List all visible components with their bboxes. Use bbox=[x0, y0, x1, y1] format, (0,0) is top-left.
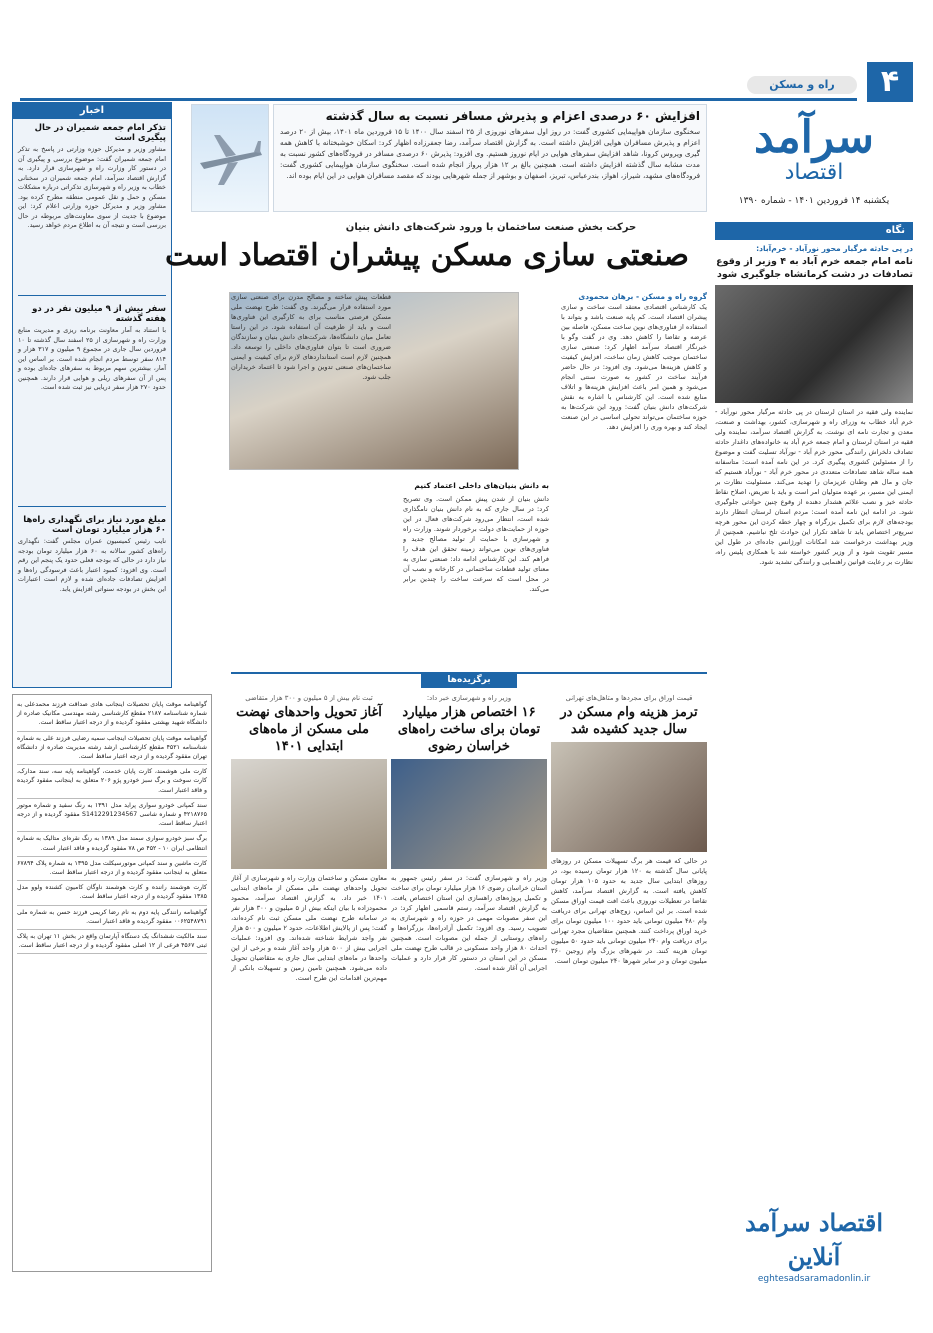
top-story-title: افزایش ۶۰ درصدی اعزام و پذیرش مسافر نسبت به سال گذشته bbox=[325, 109, 700, 123]
negah-title: نامه امام جمعه خرم آباد به ۴ وزیر از وقوع تصادفات در دشت کرمانشاه جلوگیری شود bbox=[716, 256, 913, 280]
featured-story-text: در حالی که قیمت هر برگ تسهیلات مسکن در روزهای پایانی سال گذشته به ۱۲۰ هزار تومان رسیده بود، در روزهای ابتدایی سال جدید به حدود ۱۰۵ هزار تومان کاهش یافته است. به گزارش اقتصاد سرآمد، کاهش تقاضا در تعطیلات نوروزی باعث افت قیمت اوراق مسکن شده است. بر این اساس، زوج‌های تهرانی برای دریافت وام ۴۸۰ میلیون تومانی باید حدود ۱۰۰ میلیون تومان برای خرید اوراق پرداخت کنند. همچنین متقاضیان مجرد تهرانی برای دریافت وام ۲۴۰ میلیون تومانی باید حدود ۵۰ میلیون تومان هزینه کنند. در شهرهای بزرگ وام زوجین ۳۶۰ میلیون تومان و در سایر شهرها ۲۴۰ میلیون تومان است. bbox=[551, 857, 707, 965]
negah-text: نماینده ولی فقیه در استان لرستان در پی حادثه مرگبار محور نورآباد - خرم آباد خطاب به وزرای راه و شهرسازی، کشور، بهداشت و صنعت، معدن و تجارت نامه ای نوشت. به گزارش اقتصاد سرآمد، نماینده ولی فقیه در استان لرستان و امام جمعه خرم آباد به خانواده‌های داغدار حادثه تصادف دلخراش رانندگی محور خرم آباد - نورآباد تسلیت گفت و موضوع را از مسئولین کشوری پیگیری کرد. در این نامه آمده است: متاسفانه همه ساله شاهد تصادفات متعددی در محور خرم آباد - نورآباد هستیم که جان و مال هم وطنان عزیزمان را تهدید می‌کند. مسئولیت نظارت بر ایمنی این مسیر، بر عهده متولیان امر است و باید با تعریض، اصلاح نقاط حادثه خیز و نصب علائم هشدار دهنده از وقوع چنین حوادثی جلوگیری شود. در ادامه این نامه آمده است: مردم استان لرستان انتظار دارند بودجه‌های لازم برای تکمیل بزرگراه و چهار خطه کردن این محور هرچه سریع‌تر اختصاص یابد تا شاهد تکرار این حوادث تلخ نباشیم. همچنین از وزیر بهداشت درخواست شد امکانات اورژانس جاده‌ای در طول این مسیر تقویت شود و از وزیر کشور خواسته شد با همکاری پلیس راه، نظارت بر رعایت قوانین راهنمایی و رانندگی تشدید شود. bbox=[715, 408, 913, 566]
main-story-text: قطعات پیش ساخته و مصالح مدرن برای صنعتی سازی مورد استفاده قرار می‌گیرند. وی گفت: طرح نهضت ملی مسکن فرصتی مناسب برای به کارگیری این فناوری‌ها است و باید از ظرفیت آن استفاده شود. در این راستا تعامل میان دانشگاه‌ها، شرکت‌های دانش بنیان و سازندگان ضروری است تا بتوان فناوری‌های داخلی را توسعه داد. همچنین لازم است استانداردهای لازم برای کیفیت و ایمنی ساختمان‌های صنعتی تدوین و اجرا شود تا اعتماد خریداران جلب شود. bbox=[231, 293, 391, 381]
main-story-byline: گروه راه و مسکن - برهان محمودی bbox=[578, 292, 707, 301]
featured-story bbox=[391, 694, 547, 1272]
page-header bbox=[20, 62, 913, 102]
main-story-column bbox=[231, 292, 391, 660]
negah-heading: نگاه bbox=[715, 222, 913, 240]
featured-story-title: ترمز هزینه وام مسکن در سال جدید کشیده شد bbox=[560, 705, 698, 737]
news-item-text: مشاور وزیر و مدیرکل حوزه وزارتی در پاسخ به تذکر امام جمعه شمیران گفت: موضوع بررسی و پیگیری آن در دستور کار وزارت راه و شهرسازی قرار دارد. به گزارش اقتصاد سرآمد، امام جمعه شمیران در سخنانی خطاب به وزیر راه و شهرسازی تذکراتی درباره مشکلات مسکن و حمل و نقل عمومی منطقه مطرح کرده بود. مشاور وزیر و مدیرکل حوزه وزارتی اعلام کرد: این موضوع با جدیت از سوی معاونت‌های مربوطه در حال بررسی است و نتیجه آن به اطلاع مردم خواهد رسید. bbox=[18, 145, 166, 229]
section-label: راه و مسکن bbox=[747, 76, 857, 94]
website-url[interactable]: eghtesadsaramadonlin.ir bbox=[757, 1274, 871, 1284]
negah-column bbox=[715, 222, 913, 1272]
featured-story-title: ۱۶ اختصاص هزار میلیارد تومان برای ساخت راه‌های خراسان رضوی bbox=[397, 705, 541, 754]
featured-story-title: آغاز تحویل واحدهای نهضت ملی مسکن از ماه‌های ابتدایی ۱۴۰۱ bbox=[236, 705, 382, 754]
classified-ad: کارت ملی هوشمند، کارت پایان خدمت، گواهینامه پایه سه، سند مدارک، کارت سوخت و برگ سبز خودرو پژو ۲۰۶ متعلق به اینجانب مفقود گردیده و فاقد اعتبار است. bbox=[17, 765, 207, 799]
masthead-logo bbox=[715, 108, 913, 196]
featured-story-kicker: ثبت نام بیش از ۵ میلیون و ۳۰۰ هزار متقاضی bbox=[245, 694, 373, 702]
airplane-icon bbox=[192, 105, 268, 211]
top-story-text: سخنگوی سازمان هواپیمایی کشوری گفت: در روز اول سفرهای نوروزی از ۲۵ اسفند سال ۱۴۰۰ تا ۱۵ فروردین ماه ۱۴۰۱، بیش از ۲۰ درصد اعزام و پذیرش مسافران هوایی افزایش داشته است. به گزارش اقتصاد سرآمد، رضا جعفرزاده اظهار کرد: اسکان خوشبختانه با کاهش همه گیری ویروس کرونا، شاهد افزایش سفرهای هوایی در ایام نوروز هستیم. وی افزود: پذیرش ۶۰ درصدی مسافر در فرودگاه‌های کشور نسبت به مدت مشابه سال گذشته افزایش داشته است. همچنین بالغ بر ۱۲ هزار پرواز انجام شده است. سخنگوی سازمان هواپیمایی کشوری گفت: فرودگاه‌های مشهد، شیراز، اهواز، بندرعباس، تبریز، اصفهان و بوشهر از جمله شهرهایی بودند که مقصد مسافران هوایی در این ایام بوده اند. bbox=[280, 127, 700, 180]
main-story-text: یک کارشناس اقتصادی معتقد است ساخت و سازی پیشران اقتصاد است. کم پایه صنعت باشد و بتواند با استفاده از فناوری‌های نوین ساخت مسکن، فاصله بین عرضه و تقاضا را کاهش دهد. وی در گفت وگو با خبرنگار اقتصاد سرآمد اظهار کرد: صنعتی سازی ساختمان موجب کاهش زمان ساخت، افزایش کیفیت و کاهش هزینه‌ها می‌شود. وی افزود: در حال حاضر فرآیند ساخت در کشور به صورت سنتی انجام می‌شود و همین امر باعث افزایش هزینه‌ها و اتلاف منابع شده است. این کارشناس با اشاره به نقش شرکت‌های دانش بنیان گفت: ورود این شرکت‌ها به حوزه ساختمان می‌تواند تحولی اساسی در این صنعت ایجاد کند و بهره وری را افزایش دهد. bbox=[561, 303, 707, 431]
main-story-column bbox=[561, 292, 707, 660]
main-story-title: صنعتی سازی مسکن پیشران اقتصاد است bbox=[164, 238, 690, 273]
featured-story-photo bbox=[391, 759, 547, 869]
featured-story-photo bbox=[231, 759, 387, 869]
featured-label: برگزیده‌ها bbox=[421, 672, 517, 688]
featured-story-photo bbox=[551, 742, 707, 852]
online-logo bbox=[715, 1206, 913, 1284]
featured-story bbox=[551, 694, 707, 1272]
logo-main-text: سرآمد bbox=[753, 112, 875, 163]
accident-photo bbox=[715, 285, 913, 403]
divider bbox=[18, 295, 166, 296]
news-item-title: مبلغ مورد نیاز برای نگهداری راه‌ها ۶۰ هزار میلیارد تومان است bbox=[23, 515, 166, 535]
main-story-text: دانش بنیان از شدن پیش ممکن است. وی تصریح کرد: در سال جاری که به نام دانش بنیان نامگذاری شده است، انتظار می‌رود شرکت‌های فعال در این حوزه از حمایت‌های دولت برخوردار شوند. وزارت راه و شهرسازی با حمایت از تولید مصالح جدید و فناوری‌های نوین می‌تواند زمینه تحقق این هدف را فراهم کند. این کارشناس ادامه داد: صنعتی سازی به معنای تولید قطعات ساختمانی در کارخانه و نصب آن در محل است که سرعت ساخت را چندین برابر می‌کند. bbox=[403, 495, 549, 593]
featured-story-kicker: وزیر راه و شهرسازی خبر داد: bbox=[426, 694, 512, 702]
news-column-heading: اخبار bbox=[13, 103, 171, 119]
main-story-body bbox=[231, 292, 707, 660]
featured-story-kicker: قیمت اوراق برای مجردها و متاهل‌های تهرانی bbox=[565, 694, 693, 702]
negah-kicker: در پی حادثه مرگبار محور نورآباد - خرم‌آباد: bbox=[756, 244, 913, 253]
featured-story-text: معاون مسکن و ساختمان وزارت راه و شهرسازی از آغاز تحویل واحدهای نهضت ملی مسکن از ماه‌های ابتدایی ۱۴۰۱ خبر داد. به گزارش اقتصاد سرآمد، محمود محمودزاده با بیان اینکه بیش از ۵ میلیون و ۳۰۰ هزار نفر در سامانه طرح نهضت ملی مسکن ثبت نام کرده‌اند، گفت: پس از پالایش اطلاعات، حدود ۲ میلیون و ۵۰۰ هزار نفر واجد شرایط شناخته شده‌اند. وی افزود: عملیات اجرایی بیش از ۵۰۰ هزار واحد آغاز شده و برخی از این واحدها در ماه‌های ابتدایی سال جاری به متقاضیان تحویل داده می‌شود. همچنین تامین زمین و تسهیلات بانکی از مهم‌ترین اقدامات این طرح است. bbox=[231, 874, 387, 982]
main-story-kicker: حرکت بخش صنعت ساختمان با ورود شرکت‌های دانش بنیان bbox=[345, 222, 637, 233]
news-item-text: با استناد به آمار معاونت برنامه ریزی و مدیریت منابع وزارت راه و شهرسازی از ۲۵ اسفند سال گذشته تا ۱۰ فروردین سال جاری در مجموع ۹ میلیون و ۳۱۷ هزار و ۸۱۴ سفر توسط مردم انجام شده است. بر اساس این آمار، بیشترین سهم مربوط به سفرهای جاده‌ای بوده و پس از آن سفرهای ریلی و هوایی قرار دارند. همچنین حدود ۲۷۰ هزار سفر دریایی نیز ثبت شده است. bbox=[18, 326, 166, 391]
issue-date: یکشنبه ۱۴ فروردین ۱۴۰۱ - شماره ۱۳۹۰ bbox=[738, 196, 890, 206]
main-story-subhead: به دانش بنیان‌های داخلی اعتماد کنیم bbox=[414, 481, 549, 490]
news-item-text: نایب رئیس کمیسیون عمران مجلس گفت: نگهداری راه‌های کشور سالانه به ۶۰ هزار میلیارد تومان بودجه نیاز دارد در حالی که بودجه فعلی حدود یک پنجم این رقم است. وی افزود: کمبود اعتبار باعث فرسودگی راه‌ها و افزایش تصادفات جاده‌ای شده و لازم است اعتبارات این بخش در بودجه سنواتی افزایش یابد. bbox=[18, 537, 166, 593]
classified-ad: کارت هوشمند راننده و کارت هوشمند ناوگان کامیون کشنده ولوو مدل ۱۳۸۵ مفقود گردیده و از درجه اعتبار ساقط است. bbox=[17, 881, 207, 905]
featured-bar bbox=[231, 672, 707, 688]
classified-ad: گواهینامه رانندگی پایه دوم به نام رضا کریمی فرزند حسن به شماره ملی ۰۰۶۲۵۴۸۷۹۱ مفقود گردیده و فاقد اعتبار است. bbox=[17, 906, 207, 930]
news-column bbox=[12, 102, 172, 688]
logo-sub-text: اقتصاد bbox=[784, 160, 844, 185]
classified-ad: گواهینامه موقت پایان تحصیلات اینجانب سمیه رضایی فرزند علی به شماره شناسنامه ۴۵۲۱ مقطع کارشناسی ارشد رشته مدیریت صادره از دانشگاه تهران مفقود گردیده و از درجه اعتبار ساقط است. bbox=[17, 732, 207, 766]
main-story-column bbox=[403, 478, 549, 660]
classified-ad: کارت ماشین و سند کمپانی موتورسیکلت مدل ۱۳۹۵ به شماره پلاک ۶۷۸۹۴ متعلق به اینجانب مفقود گردیده و از درجه اعتبار ساقط است. bbox=[17, 857, 207, 881]
featured-story bbox=[231, 694, 387, 1272]
classified-ad: برگ سبز خودرو سواری سمند مدل ۱۳۸۹ به رنگ نقره‌ای متالیک به شماره انتظامی ایران ۱۰ - ۴۵۲ ص ۷۸ مفقود گردیده و فاقد اعتبار است. bbox=[17, 832, 207, 856]
divider bbox=[18, 506, 166, 507]
classified-ad: سند مالکیت ششدانگ یک دستگاه آپارتمان واقع در بخش ۱۱ تهران به پلاک ثبتی ۴۵۶۷ فرعی از ۱۲ اصلی مفقود گردیده و از درجه اعتبار ساقط است. bbox=[17, 930, 207, 954]
page-number: ۴ bbox=[867, 62, 913, 102]
online-logo-text: اقتصاد سرآمد آنلاین bbox=[744, 1208, 884, 1271]
classified-ad: گواهینامه موقت پایان تحصیلات اینجانب هادی صداقت فرزند محمدعلی به شماره شناسنامه ۲۱۸۷ مقطع کارشناسی رشته مهندسی مکانیک صادره از دانشگاه شهید بهشتی مفقود گردیده و از درجه اعتبار ساقط است. bbox=[17, 698, 207, 732]
featured-story-text: وزیر راه و شهرسازی گفت: در سفر رئیس جمهور به استان خراسان رضوی ۱۶ هزار میلیارد تومان برای ساخت و تکمیل پروژه‌های راهسازی این استان اختصاص یافت. به گزارش اقتصاد سرآمد، رستم قاسمی اظهار کرد: در این سفر مصوبات مهمی در حوزه راه و شهرسازی به تصویب رسید. وی افزود: تکمیل آزادراه‌ها، بزرگراه‌ها و راه‌های روستایی از جمله این مصوبات است. همچنین احداث ۸۰ هزار واحد مسکونی در قالب طرح نهضت ملی مسکن در این استان در دستور کار قرار دارد و عملیات اجرایی آن آغاز شده است. bbox=[391, 874, 547, 972]
classified-ad: سند کمپانی خودرو سواری پراید مدل ۱۳۹۱ به رنگ سفید و شماره موتور ۴۲۱۸۷۶۵ و شماره شاسی S1412291234567 مفقود گردیده و از درجه اعتبار ساقط است. bbox=[17, 799, 207, 833]
news-item-title: تذکر امام جمعه شمیران در حال پیگیری است bbox=[34, 123, 166, 143]
news-item-title: سفر بیش از ۹ میلیون نفر در دو هفته گذشته bbox=[32, 304, 166, 324]
top-story-box bbox=[273, 104, 707, 212]
airplane-photo bbox=[191, 104, 269, 212]
classified-ads bbox=[12, 694, 212, 1272]
header-rule bbox=[20, 98, 857, 101]
